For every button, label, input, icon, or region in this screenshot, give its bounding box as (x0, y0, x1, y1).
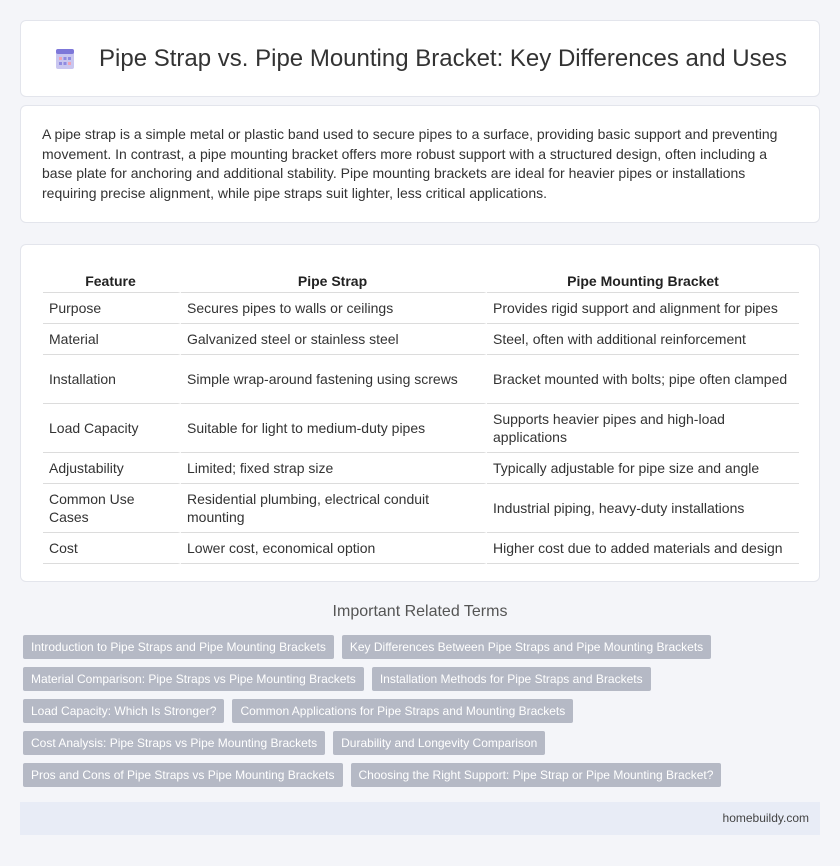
column-header: Pipe Strap (181, 265, 487, 293)
related-term-link[interactable]: Common Applications for Pipe Straps and Mounting Brackets (232, 699, 573, 723)
table-cell: Residential plumbing, electrical conduit mounting (181, 484, 487, 533)
document-icon (53, 47, 77, 71)
table-cell: Bracket mounted with bolts; pipe often clamped (487, 355, 799, 404)
footer (20, 802, 820, 835)
intro-card (20, 105, 820, 223)
table-row (43, 533, 799, 564)
related-term-link[interactable]: Key Differences Between Pipe Straps and Pipe Mounting Brackets (342, 635, 711, 659)
table-cell: Limited; fixed strap size (181, 453, 487, 484)
table-row (43, 324, 799, 355)
related-terms-title: Important Related Terms (332, 603, 508, 620)
table-row (43, 453, 799, 484)
table-cell: Provides rigid support and alignment for pipes (487, 293, 799, 324)
related-term-link[interactable]: Pros and Cons of Pipe Straps vs Pipe Mounting Brackets (23, 763, 343, 787)
header (53, 45, 787, 73)
related-term-link[interactable]: Durability and Longevity Comparison (333, 731, 545, 755)
table-cell: Load Capacity (43, 404, 181, 453)
table-cell: Cost (43, 533, 181, 564)
table-cell: Industrial piping, heavy-duty installations (487, 484, 799, 533)
related-term-link[interactable]: Installation Methods for Pipe Straps and Brackets (372, 667, 651, 691)
table-cell: Material (43, 324, 181, 355)
tag-row (23, 763, 823, 787)
column-header: Feature (43, 265, 181, 293)
related-terms-list (23, 635, 823, 795)
table-header-row (43, 265, 799, 293)
table-cell: Typically adjustable for pipe size and angle (487, 453, 799, 484)
table-row (43, 355, 799, 404)
table-cell: Steel, often with additional reinforcement (487, 324, 799, 355)
table-row (43, 484, 799, 533)
related-term-link[interactable]: Choosing the Right Support: Pipe Strap or Pipe Mounting Bracket? (351, 763, 722, 787)
intro-paragraph: A pipe strap is a simple metal or plastic band used to secure pipes to a surface, providing basic support and preventing movement. In contrast, a pipe mounting bracket offers more robust support with a structured design, often including a base plate for anchoring and additional stability. Pipe mounting brackets are ideal for heavier pipes or installations requiring precise alignment, while pipe straps suit lighter, less critical applications. (42, 126, 778, 201)
table-cell: Suitable for light to medium-duty pipes (181, 404, 487, 453)
related-term-link[interactable]: Cost Analysis: Pipe Straps vs Pipe Mounting Brackets (23, 731, 325, 755)
tag-row (23, 731, 823, 755)
table-row (43, 404, 799, 453)
table-cell: Higher cost due to added materials and design (487, 533, 799, 564)
comparison-table (43, 265, 799, 564)
tag-row (23, 667, 823, 691)
table-cell: Secures pipes to walls or ceilings (181, 293, 487, 324)
table-cell: Supports heavier pipes and high-load applications (487, 404, 799, 453)
table-cell: Common Use Cases (43, 484, 181, 533)
table-cell: Lower cost, economical option (181, 533, 487, 564)
table-cell: Purpose (43, 293, 181, 324)
tag-row (23, 635, 823, 659)
header-card (20, 20, 820, 97)
page-title: Pipe Strap vs. Pipe Mounting Bracket: Key Differences and Uses (99, 44, 787, 72)
column-header: Pipe Mounting Bracket (487, 265, 799, 293)
comparison-card (20, 244, 820, 582)
table-row (43, 293, 799, 324)
related-term-link[interactable]: Introduction to Pipe Straps and Pipe Mounting Brackets (23, 635, 334, 659)
related-term-link[interactable]: Load Capacity: Which Is Stronger? (23, 699, 224, 723)
footer-site-name: homebuildy.com (722, 811, 809, 825)
tag-row (23, 699, 823, 723)
table-cell: Galvanized steel or stainless steel (181, 324, 487, 355)
table-cell: Adjustability (43, 453, 181, 484)
table-cell: Simple wrap-around fastening using screws (181, 355, 487, 404)
table-cell: Installation (43, 355, 181, 404)
related-term-link[interactable]: Material Comparison: Pipe Straps vs Pipe Mounting Brackets (23, 667, 364, 691)
